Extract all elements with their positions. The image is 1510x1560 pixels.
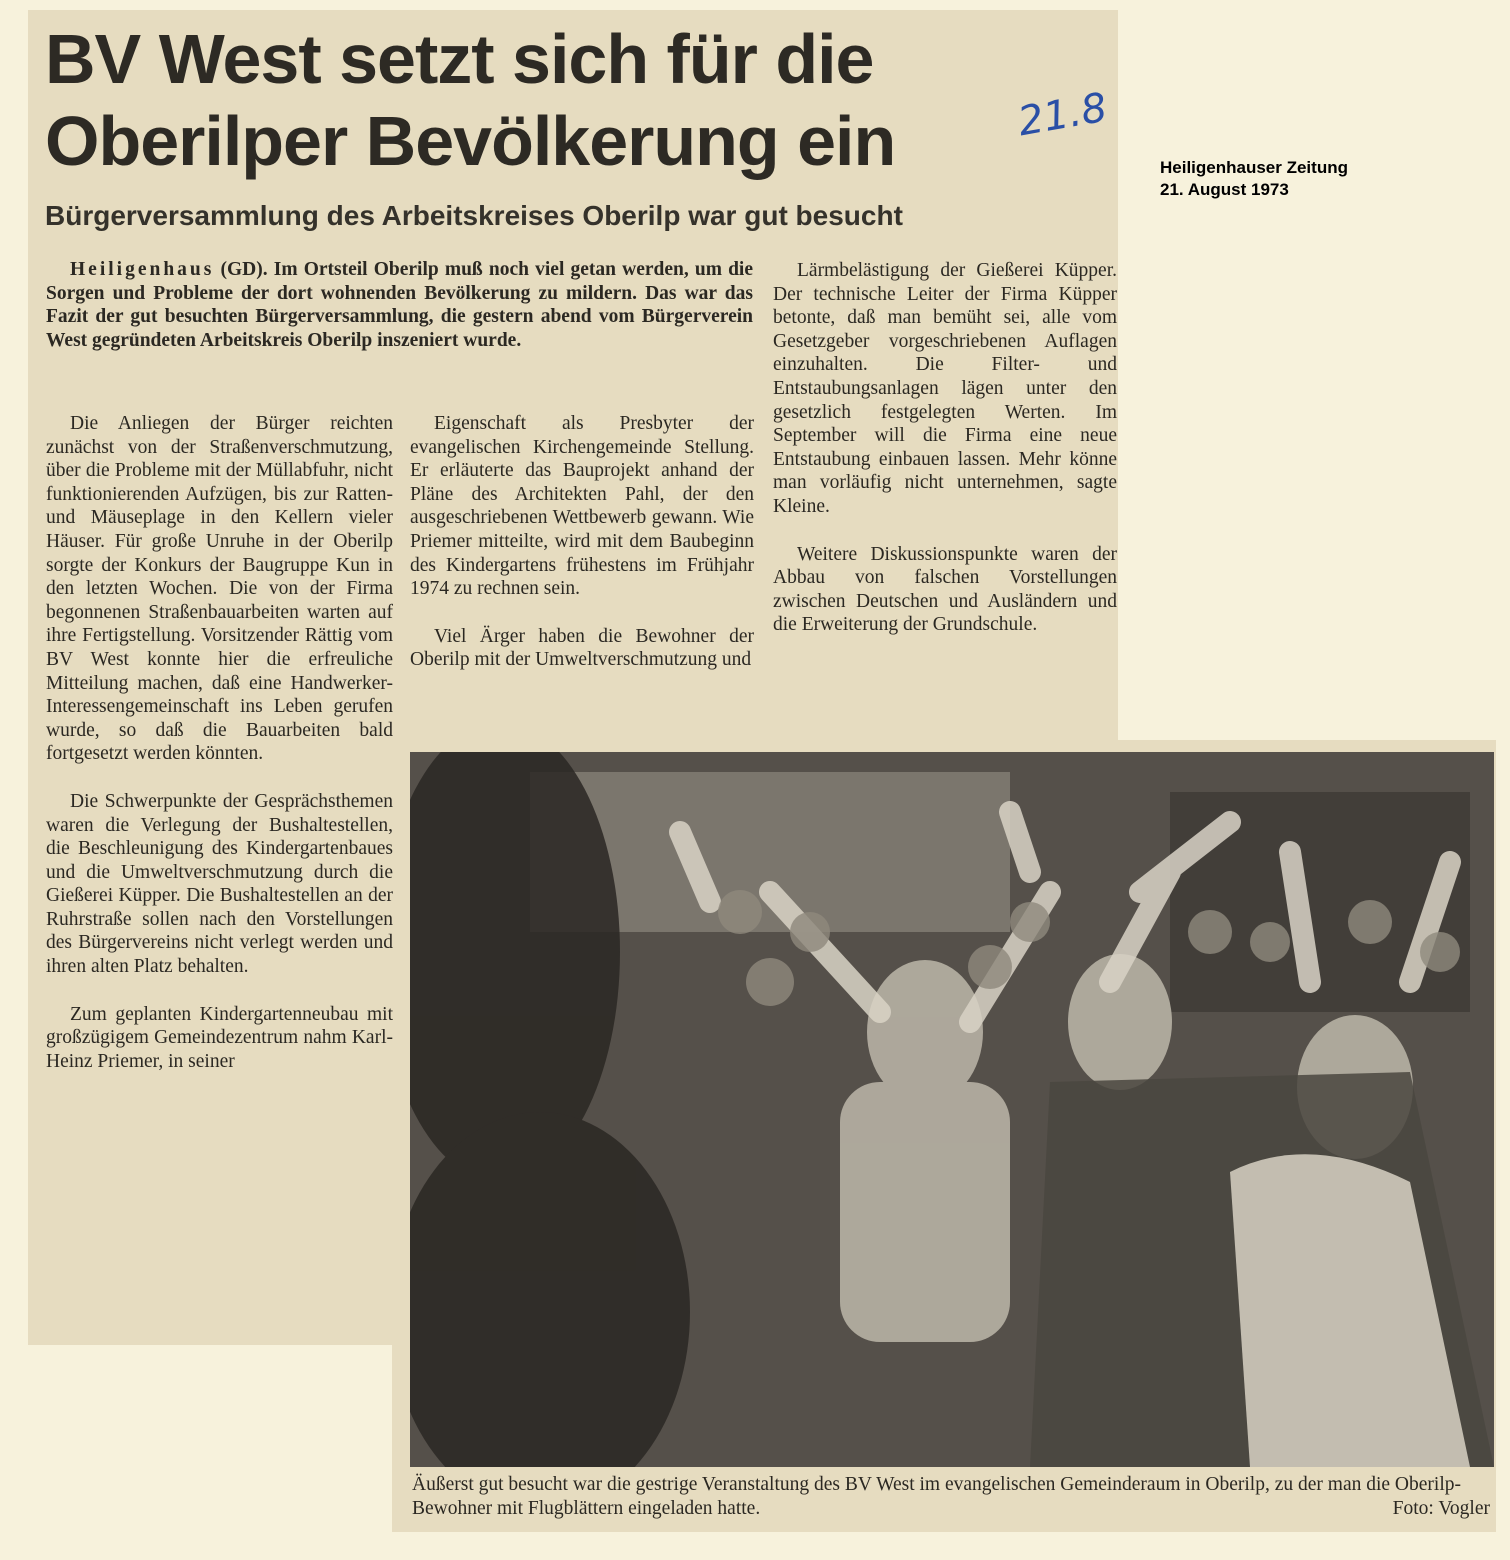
headline [45, 18, 1085, 182]
column-3-paragraph-2: Weitere Diskussionspunkte waren der Abbau von falschen Vorstellungen zwischen Deutschen und Ausländern und die Erweiterung der Grundschule. [773, 543, 1117, 636]
source-date: 21. August 1973 [1160, 180, 1289, 199]
source-label [1160, 157, 1348, 201]
source-paper: Heiligenhauser Zeitung [1160, 158, 1348, 177]
column-1-paragraph-2: Die Schwerpunkte der Gesprächsthemen waren die Verlegung der Bushaltestellen, die Beschleunigung des Kindergartenbaues und die Umweltverschmutzung durch die Gießerei Küpper. Die Bushaltestellen an der Ruhrstraße sollen nach den Vorstellungen des Bürgervereins nicht verlegt werden und ihren alten Platz behalten. [46, 790, 393, 978]
photo-caption [412, 1473, 1490, 1520]
event-photo-illustration [410, 752, 1494, 1467]
column-1-paragraph-1: Die Anliegen der Bürger reichten zunächst von der Straßenverschmutzung, über die Probleme mit der Müllabfuhr, nicht funktionierenden Aufzügen, bis zur Ratten- und Mäuseplage in den Kellern vieler Häuser. Für große Unruhe in der Oberilp sorgte der Konkurs der Baugruppe Kun in den letzten Wochen. Die von der Firma begonnenen Straßenbauarbeiten warten auf ihre Fertigstellung. Vorsitzender Rättig vom BV West konnte hier die erfreuliche Mitteilung machen, daß eine Handwerker-Interessengemeinschaft ins Leben gerufen wurde, so daß die Bauarbeiten bald fortgesetzt werden könnten. [46, 413, 393, 765]
article-column-3 [773, 259, 1117, 661]
article-column-2 [410, 412, 754, 696]
photo-credit: Foto: Vogler [1392, 1497, 1490, 1519]
column-2-paragraph-2: Viel Ärger haben die Bewohner der Oberilp mit der Umweltverschmutzung und [410, 625, 754, 671]
dateline: Heiligenhaus [70, 259, 215, 280]
handwritten-date: 21.8 [1014, 84, 1111, 146]
headline-line-1: BV West setzt sich für die [45, 20, 874, 98]
column-2-paragraph-1: Eigenschaft als Presbyter der evangelischen Kirchengemeinde Stellung. Er erläuterte das Bauprojekt anhand der Pläne des Architekten Pahl, der den ausgeschriebenen Wettbewerb gewann. Wie Priemer mitteilte, wird mit dem Baubeginn des Kindergartens frühestens im Frühjahr 1974 zu rechnen sein. [410, 413, 754, 600]
event-photo [410, 752, 1494, 1467]
subheadline: Bürgerversammlung des Arbeitskreises Oberilp war gut besucht [45, 200, 903, 231]
article-column-1 [46, 412, 393, 1097]
caption-text: Äußerst gut besucht war die gestrige Veranstaltung des BV West im evangelischen Gemeinderaum in Oberilp, zu der man die Oberilp-Bewohner mit Flugblättern eingeladen hatte. [412, 1474, 1461, 1519]
headline-line-2: Oberilper Bevölkerung ein [45, 102, 896, 180]
column-3-paragraph-1: Lärmbelästigung der Gießerei Küpper. Der technische Leiter der Firma Küpper betonte, daß man bemüht sei, alle vom Gesetzgeber vorgeschriebenen Auflagen einzuhalten. Die Filter- und Entstaubungsanlagen lägen unter den gesetzlich festgelegten Werten. Im September will die Firma eine neue Entstaubung einbauen lassen. Mehr könne man vorläufig nicht unternehmen, sagte Kleine. [773, 260, 1117, 517]
lead-text: (GD). Im Ortsteil Oberilp muß noch viel getan werden, um die Sorgen und Probleme der dort wohnenden Bevölkerung zu mildern. Das war das Fazit der gut besuchten Bürgerversammlung, die gestern abend vom Bürgerverein West gegründeten Arbeitskreis Oberilp inszeniert wurde. [46, 259, 753, 351]
lead-paragraph [46, 258, 753, 352]
column-1-paragraph-3: Zum geplanten Kindergartenneubau mit großzügigem Gemeindezentrum nahm Karl-Heinz Priemer, in seiner [46, 1003, 393, 1072]
